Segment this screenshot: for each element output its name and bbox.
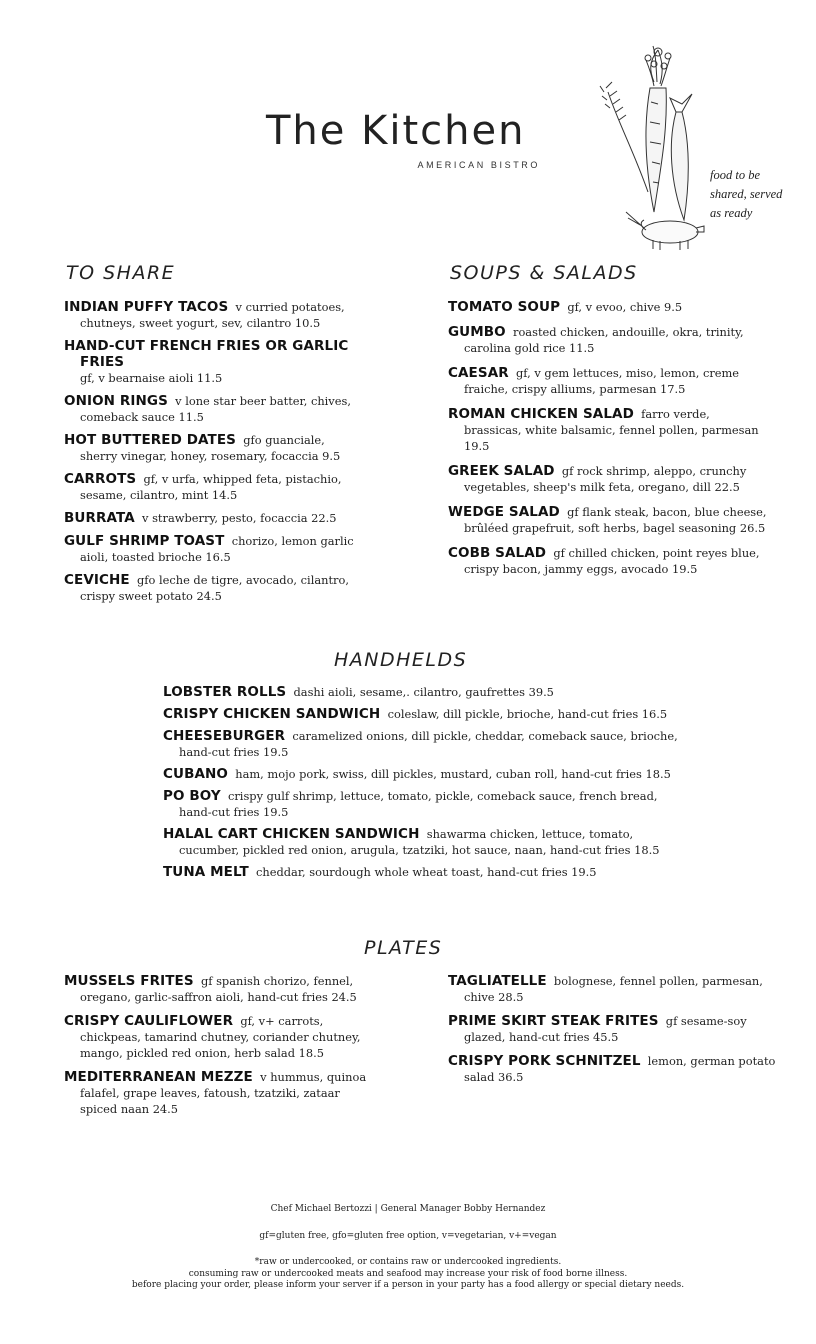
item-name: HOT BUTTERED DATES	[64, 432, 236, 448]
tagline-line: as ready	[710, 206, 753, 220]
item-name: GULF SHRIMP TOAST	[64, 533, 225, 549]
menu-item	[163, 826, 693, 858]
menu-item	[163, 706, 693, 722]
item-name: CRISPY CHICKEN SANDWICH	[163, 706, 381, 722]
plates-left-list	[64, 973, 374, 1117]
menu-item	[448, 1013, 778, 1045]
item-desc: crispy gulf shrimp, lettuce, tomato, pickle, comeback sauce, french bread, hand-cut fries 19.5	[179, 789, 658, 819]
menu-item	[64, 432, 364, 464]
item-name: MUSSELS FRITES	[64, 973, 194, 989]
item-name: GUMBO	[448, 324, 506, 340]
menu-item	[64, 572, 364, 604]
section-title-soups-salads: SOUPS & SALADS	[450, 262, 638, 284]
menu-item	[448, 463, 768, 495]
item-desc: gf spanish chorizo, fennel, oregano, garlic-saffron aioli, hand-cut fries 24.5	[80, 974, 357, 1004]
item-name: ONION RINGS	[64, 393, 168, 409]
item-desc: gf, v evoo, chive 9.5	[567, 300, 683, 314]
menu-item	[64, 1013, 374, 1061]
tagline-line: food to be	[710, 168, 760, 182]
soups-salads-list	[448, 299, 768, 577]
menu-item	[64, 533, 364, 565]
item-name: TUNA MELT	[163, 864, 249, 880]
item-name: GREEK SALAD	[448, 463, 555, 479]
menu-item	[64, 471, 364, 503]
menu-item	[163, 864, 693, 880]
disclaimer-line: consuming raw or undercooked meats and seafood may increase your risk of food borne illness.	[188, 1268, 628, 1279]
item-name: CARROTS	[64, 471, 137, 487]
item-desc: cheddar, sourdough whole wheat toast, hand-cut fries 19.5	[256, 865, 597, 879]
footer-staff	[0, 1204, 816, 1216]
item-desc: roasted chicken, andouille, okra, trinity, carolina gold rice 11.5	[464, 325, 744, 355]
item-desc: gf, v gem lettuces, miso, lemon, creme fraiche, crispy alliums, parmesan 17.5	[464, 366, 740, 396]
item-desc: bolognese, fennel pollen, parmesan, chive 28.5	[464, 974, 763, 1004]
menu-item	[163, 766, 693, 782]
staff-credits: Chef Michael Bertozzi | General Manager Bobby Hernandez	[270, 1204, 546, 1214]
menu-item	[64, 510, 364, 526]
item-name: MEDITERRANEAN MEZZE	[64, 1069, 253, 1085]
item-desc: v strawberry, pesto, focaccia 22.5	[142, 511, 337, 525]
item-name: TAGLIATELLE	[448, 973, 547, 989]
item-name: PRIME SKIRT STEAK FRITES	[448, 1013, 659, 1029]
item-desc: farro verde, brassicas, white balsamic, fennel pollen, parmesan 19.5	[464, 407, 759, 453]
item-desc: lemon, german potato salad 36.5	[464, 1054, 776, 1084]
menu-item	[64, 1069, 374, 1117]
item-name: INDIAN PUFFY TACOS	[64, 299, 229, 315]
item-desc: gf chilled chicken, point reyes blue, crispy bacon, jammy eggs, avocado 19.5	[464, 546, 760, 576]
menu-item	[163, 728, 693, 760]
item-name: HALAL CART CHICKEN SANDWICH	[163, 826, 420, 842]
item-desc: coleslaw, dill pickle, brioche, hand-cut fries 16.5	[387, 707, 668, 721]
item-desc: gf flank steak, bacon, blue cheese, brûléed grapefruit, soft herbs, bagel seasoning 26.5	[464, 505, 767, 535]
section-title-to-share: TO SHARE	[66, 262, 176, 284]
menu-item	[448, 545, 768, 577]
menu-item	[448, 406, 768, 454]
menu-item	[448, 504, 768, 536]
footer-legend	[0, 1231, 816, 1243]
item-desc: dashi aioli, sesame,. cilantro, gaufrettes 39.5	[293, 685, 554, 699]
vegetable-pig-illustration	[598, 42, 716, 254]
menu-item	[64, 973, 374, 1005]
item-name: CRISPY PORK SCHNITZEL	[448, 1053, 641, 1069]
to-share-list	[64, 299, 364, 604]
item-desc: gfo leche de tigre, avocado, cilantro, crispy sweet potato 24.5	[80, 573, 349, 603]
item-name: CAESAR	[448, 365, 509, 381]
menu-item	[448, 324, 768, 356]
plates-right-list	[448, 973, 778, 1085]
item-desc: gf rock shrimp, aleppo, crunchy vegetables, sheep's milk feta, oregano, dill 22.5	[464, 464, 747, 494]
disclaimer-line: before placing your order, please inform your server if a person in your party has a food allergy or special dietary needs.	[131, 1280, 685, 1290]
section-title-handhelds: HANDHELDS	[334, 649, 468, 671]
menu-item	[163, 788, 693, 820]
item-name: WEDGE SALAD	[448, 504, 560, 520]
item-desc: gf sesame-soy glazed, hand-cut fries 45.5	[464, 1014, 747, 1044]
item-desc: ham, mojo pork, swiss, dill pickles, mustard, cuban roll, hand-cut fries 18.5	[235, 767, 671, 781]
menu-item	[163, 684, 693, 700]
item-desc: v curried potatoes, chutneys, sweet yogurt, sev, cilantro 10.5	[80, 300, 345, 330]
item-name: TOMATO SOUP	[448, 299, 561, 315]
section-title-plates: PLATES	[364, 937, 443, 959]
item-name: LOBSTER ROLLS	[163, 684, 287, 700]
footer-disclaimer	[0, 1257, 816, 1292]
handhelds-list	[163, 684, 693, 880]
menu-item	[64, 299, 364, 331]
tagline	[710, 166, 806, 223]
tagline-line: shared, served	[710, 187, 783, 201]
item-name: ROMAN CHICKEN SALAD	[448, 406, 634, 422]
item-name: BURRATA	[64, 510, 135, 526]
item-desc: gf, v+ carrots, chickpeas, tamarind chutney, coriander chutney, mango, pickled red onion, herb salad 18.5	[80, 1014, 361, 1060]
item-desc: chorizo, lemon garlic aioli, toasted brioche 16.5	[80, 534, 354, 564]
item-name: CRISPY CAULIFLOWER	[64, 1013, 234, 1029]
item-name: CHEESEBURGER	[163, 728, 286, 744]
menu-item	[64, 338, 364, 386]
item-name: HAND-CUT FRENCH FRIES OR GARLIC FRIES	[64, 338, 349, 370]
disclaimer-line: *raw or undercooked, or contains raw or undercooked ingredients.	[254, 1257, 562, 1267]
menu-item	[64, 393, 364, 425]
item-desc: v hummus, quinoa falafel, grape leaves, fatoush, tzatziki, zataar spiced naan 24.5	[80, 1070, 367, 1116]
menu-item	[448, 365, 768, 397]
item-name: PO BOY	[163, 788, 221, 804]
item-desc: gf, v bearnaise aioli 11.5	[80, 371, 223, 385]
item-desc: gfo guanciale, sherry vinegar, honey, rosemary, focaccia 9.5	[80, 433, 341, 463]
item-desc: shawarma chicken, lettuce, tomato, cucumber, pickled red onion, arugula, tzatziki, hot sauce, naan, hand-cut fries 18.5	[179, 827, 660, 857]
item-name: CUBANO	[163, 766, 228, 782]
dietary-legend: gf=gluten free, gfo=gluten free option, v=vegetarian, v+=vegan	[259, 1231, 557, 1241]
item-desc: gf, v urfa, whipped feta, pistachio, sesame, cilantro, mint 14.5	[80, 472, 342, 502]
item-name: CEVICHE	[64, 572, 130, 588]
item-name: COBB SALAD	[448, 545, 547, 561]
restaurant-subtitle: AMERICAN BISTRO	[417, 160, 540, 170]
menu-item	[448, 973, 778, 1005]
menu-item	[448, 299, 768, 315]
menu-item	[448, 1053, 778, 1085]
item-desc: v lone star beer batter, chives, comeback sauce 11.5	[80, 394, 351, 424]
restaurant-name: The Kitchen	[266, 108, 526, 154]
item-desc: caramelized onions, dill pickle, cheddar, comeback sauce, brioche, hand-cut fries 19.5	[179, 729, 678, 759]
